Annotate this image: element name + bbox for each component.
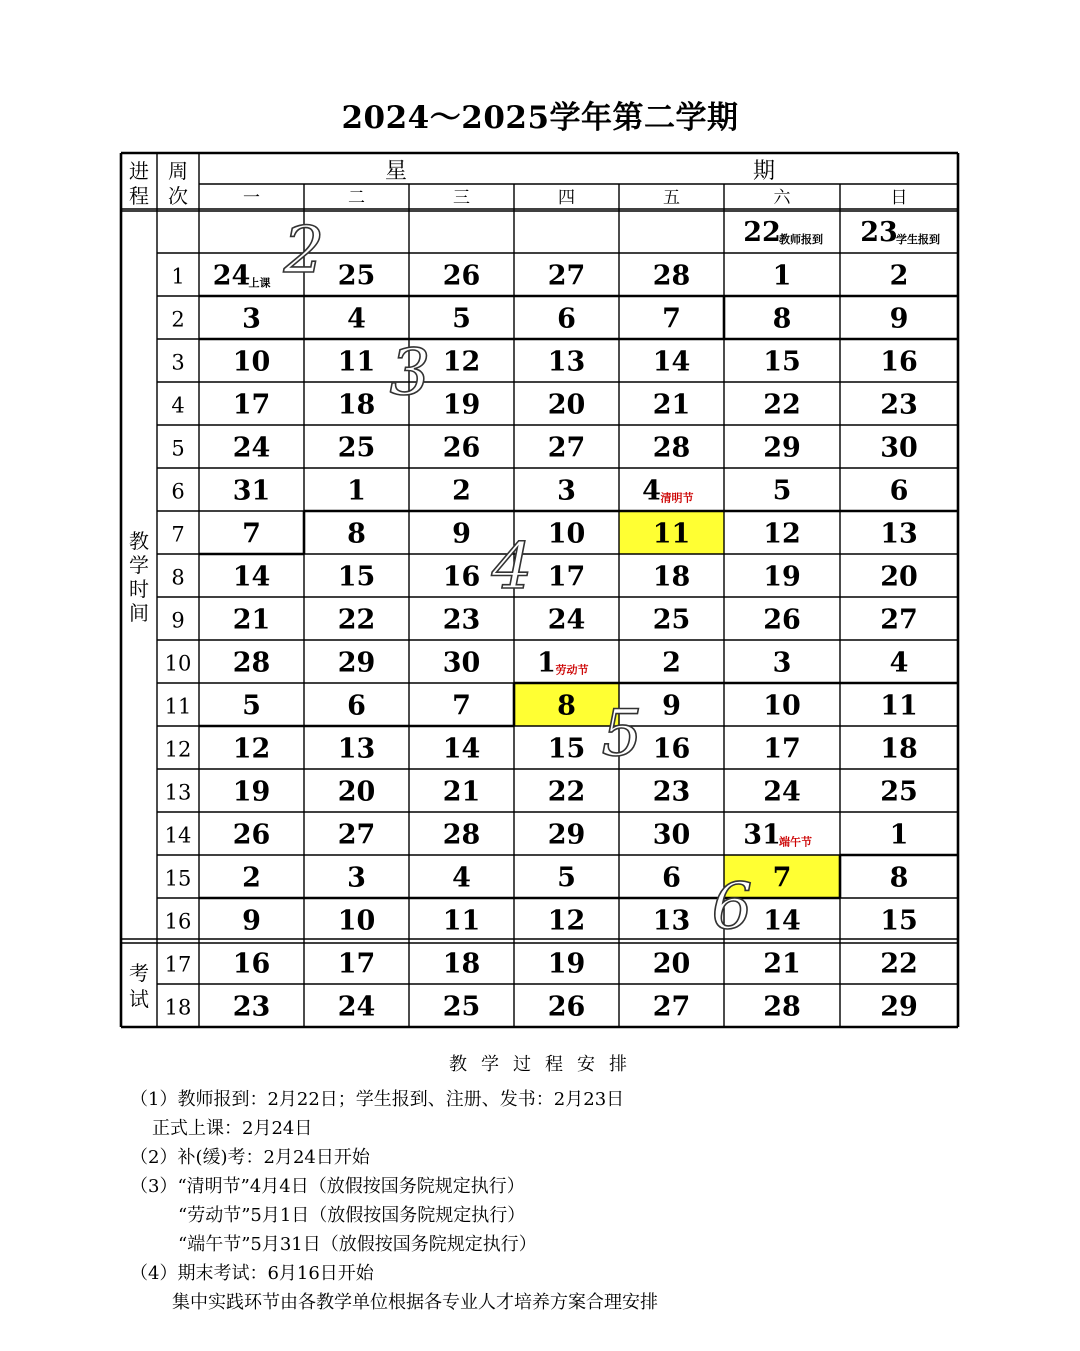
day-number: 10	[547, 518, 586, 550]
day-number: 28	[442, 819, 481, 851]
day-number: 16	[232, 948, 271, 980]
week-number: 6	[171, 479, 185, 504]
day-number: 24	[547, 604, 586, 636]
week-number: 8	[171, 565, 185, 590]
section-teaching-label: 教	[129, 529, 149, 553]
day-number: 15	[880, 905, 918, 937]
day-number: 9	[452, 518, 471, 550]
day-number: 2	[452, 475, 471, 507]
day-number: 3	[347, 862, 366, 894]
day-note: 清明节	[660, 491, 694, 505]
day-number: 7	[772, 862, 792, 894]
week-number: 10	[164, 651, 192, 676]
day-number: 29	[547, 819, 586, 851]
week-number: 1	[171, 264, 185, 289]
day-number: 9	[662, 690, 681, 722]
week-number: 9	[171, 608, 185, 633]
day-number: 28	[652, 432, 691, 464]
day-number: 12	[232, 733, 271, 765]
note-line-2: 正式上课：2月24日	[152, 1118, 313, 1139]
day-number: 25	[337, 432, 376, 464]
day-number: 7	[242, 518, 261, 550]
page-title: 2024～2025学年第二学期	[341, 100, 739, 136]
week-label-bottom: 次	[168, 184, 188, 208]
day-number: 31	[232, 475, 271, 507]
week-number: 13	[164, 780, 192, 805]
day-number: 5	[452, 303, 471, 335]
day-number: 19	[547, 948, 586, 980]
day-number: 23	[860, 217, 898, 248]
week-number: 2	[171, 307, 185, 332]
day-note: 劳动节	[555, 663, 589, 677]
note-line-7: （4）期末考试：6月16日开始	[130, 1263, 374, 1284]
day-number: 10	[337, 905, 376, 937]
day-number: 24	[763, 776, 801, 808]
day-number: 5	[557, 862, 576, 894]
day-number: 21	[652, 389, 691, 421]
week-number: 18	[164, 995, 192, 1020]
day-number: 6	[662, 862, 681, 894]
day-number: 20	[880, 561, 918, 593]
note-line-5: “劳动节”5月1日（放假按国务院规定执行）	[178, 1205, 526, 1226]
day-number: 13	[547, 346, 586, 378]
day-number: 17	[763, 733, 801, 765]
day-number: 10	[232, 346, 271, 378]
weekday-header: 六	[773, 188, 791, 208]
note-line-3: （2）补(缓)考：2月24日开始	[130, 1147, 370, 1168]
day-number: 4	[889, 647, 909, 679]
section-exam-label: 考	[129, 961, 149, 985]
day-number: 11	[337, 346, 376, 378]
day-number: 14	[763, 905, 801, 937]
day-number: 23	[442, 604, 481, 636]
day-number: 2	[242, 862, 261, 894]
day-number: 12	[763, 518, 801, 550]
day-number: 20	[337, 776, 376, 808]
day-number: 9	[889, 303, 909, 335]
week-number: 5	[171, 436, 185, 461]
day-number: 15	[763, 346, 801, 378]
notes-heading: 教学过程安排	[449, 1054, 641, 1075]
weekday-header: 三	[453, 188, 470, 208]
week-label-top: 周	[168, 159, 188, 183]
day-number: 6	[557, 303, 576, 335]
week-number: 11	[164, 694, 192, 719]
section-teaching-label: 时	[129, 577, 149, 601]
day-number: 15	[337, 561, 376, 593]
day-number: 6	[889, 475, 909, 507]
day-number: 30	[652, 819, 691, 851]
day-number: 8	[347, 518, 366, 550]
weekday-header: 四	[558, 188, 575, 208]
header-qi: 期	[752, 159, 776, 184]
day-note: 教师报到	[779, 233, 823, 246]
note-line-4: （3）“清明节”4月4日（放假按国务院规定执行）	[130, 1176, 525, 1197]
day-number: 1	[347, 475, 366, 507]
day-number: 18	[337, 389, 376, 421]
day-number: 8	[772, 303, 792, 335]
day-number: 1	[772, 260, 792, 292]
day-number: 22	[763, 389, 801, 421]
day-number: 15	[547, 733, 586, 765]
day-number: 21	[442, 776, 481, 808]
weekday-header: 一	[243, 188, 260, 208]
day-number: 4	[347, 303, 366, 335]
day-number: 29	[880, 991, 918, 1023]
day-number: 24	[232, 432, 271, 464]
day-number: 2	[889, 260, 909, 292]
day-number: 29	[763, 432, 801, 464]
day-number: 12	[547, 905, 586, 937]
note-line-8: 集中实践环节由各教学单位根据各专业人才培养方案合理安排	[172, 1292, 658, 1313]
day-number: 26	[763, 604, 801, 636]
day-number: 27	[547, 432, 586, 464]
day-number: 21	[232, 604, 271, 636]
day-number: 30	[442, 647, 481, 679]
day-number: 1	[889, 819, 909, 851]
section-teaching-label: 学	[129, 553, 149, 577]
day-number: 25	[652, 604, 691, 636]
section-exam-label: 试	[129, 987, 149, 1011]
day-number: 14	[442, 733, 481, 765]
day-number: 22	[743, 217, 781, 248]
day-note: 学生报到	[896, 233, 940, 246]
day-number: 13	[337, 733, 376, 765]
day-number: 18	[880, 733, 918, 765]
day-number: 3	[772, 647, 792, 679]
day-number: 25	[337, 260, 376, 292]
day-number: 2	[662, 647, 681, 679]
note-line-6: “端午节”5月31日（放假按国务院规定执行）	[178, 1234, 537, 1255]
day-number: 8	[557, 690, 576, 722]
day-number: 9	[242, 905, 261, 937]
month-marker: 2	[283, 214, 325, 288]
day-number: 25	[442, 991, 481, 1023]
day-number: 27	[547, 260, 586, 292]
month-marker: 3	[389, 336, 431, 410]
day-number: 4	[642, 475, 661, 507]
day-number: 18	[442, 948, 481, 980]
day-number: 17	[232, 389, 271, 421]
day-number: 1	[537, 647, 556, 679]
header-xing: 星	[384, 159, 408, 184]
week-number: 7	[171, 522, 185, 547]
day-number: 22	[337, 604, 376, 636]
day-number: 28	[763, 991, 801, 1023]
day-number: 27	[337, 819, 376, 851]
day-number: 19	[442, 389, 481, 421]
day-number: 14	[232, 561, 271, 593]
day-note: 上课	[248, 276, 271, 290]
section-teaching-label: 间	[129, 601, 149, 625]
day-number: 7	[452, 690, 471, 722]
day-number: 16	[652, 733, 691, 765]
day-number: 20	[547, 389, 586, 421]
day-note: 端午节	[779, 835, 812, 849]
week-number: 12	[164, 737, 192, 762]
day-number: 18	[652, 561, 691, 593]
day-number: 26	[547, 991, 586, 1023]
month-marker: 4	[491, 530, 533, 604]
week-number: 15	[164, 866, 192, 891]
day-number: 24	[212, 260, 251, 292]
day-number: 26	[442, 432, 481, 464]
day-number: 23	[652, 776, 691, 808]
day-number: 19	[232, 776, 271, 808]
day-number: 26	[232, 819, 271, 851]
day-number: 19	[763, 561, 801, 593]
day-number: 17	[337, 948, 376, 980]
day-number: 3	[242, 303, 261, 335]
day-number: 11	[652, 518, 691, 550]
day-number: 20	[652, 948, 691, 980]
week-number: 17	[164, 952, 192, 977]
day-number: 7	[662, 303, 681, 335]
day-number: 13	[880, 518, 918, 550]
day-number: 23	[232, 991, 271, 1023]
week-number: 3	[171, 350, 185, 375]
day-number: 22	[547, 776, 586, 808]
note-line-1: （1）教师报到：2月22日；学生报到、注册、发书：2月23日	[130, 1089, 625, 1110]
month-marker: 6	[711, 870, 753, 944]
day-number: 24	[337, 991, 376, 1023]
day-number: 27	[880, 604, 918, 636]
day-number: 17	[547, 561, 586, 593]
day-number: 26	[442, 260, 481, 292]
day-number: 29	[337, 647, 376, 679]
day-number: 30	[880, 432, 918, 464]
week-number: 14	[164, 823, 192, 848]
day-number: 27	[652, 991, 691, 1023]
day-number: 6	[347, 690, 366, 722]
day-number: 8	[889, 862, 909, 894]
process-label-top: 进	[129, 159, 149, 183]
day-number: 12	[442, 346, 481, 378]
day-number: 22	[880, 948, 918, 980]
process-label-bottom: 程	[129, 184, 149, 208]
day-number: 13	[652, 905, 691, 937]
day-number: 11	[442, 905, 481, 937]
day-number: 16	[880, 346, 918, 378]
day-number: 11	[880, 690, 918, 722]
day-number: 3	[557, 475, 576, 507]
day-number: 28	[652, 260, 691, 292]
weekday-header: 五	[663, 188, 680, 208]
week-number: 16	[164, 909, 192, 934]
day-number: 5	[242, 690, 261, 722]
weekday-header: 日	[890, 188, 908, 208]
month-marker: 5	[601, 697, 643, 771]
day-number: 16	[442, 561, 481, 593]
week-number: 4	[171, 393, 185, 418]
weekday-header: 二	[348, 188, 365, 208]
day-number: 31	[743, 819, 781, 851]
day-number: 21	[763, 948, 801, 980]
day-number: 10	[763, 690, 801, 722]
day-number: 5	[772, 475, 792, 507]
day-number: 25	[880, 776, 918, 808]
day-number: 14	[652, 346, 691, 378]
day-number: 23	[880, 389, 918, 421]
day-number: 28	[232, 647, 271, 679]
schedule-notes	[130, 1050, 960, 1317]
day-number: 4	[452, 862, 471, 894]
